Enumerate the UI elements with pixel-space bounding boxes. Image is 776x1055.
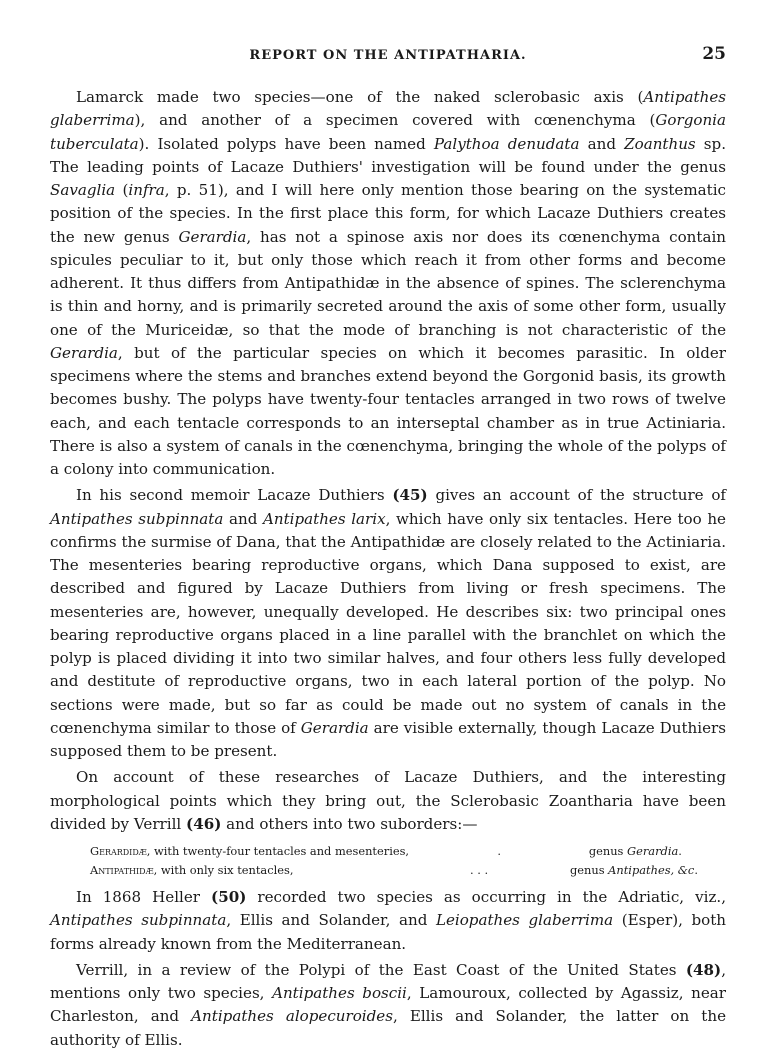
reference-number: (46) <box>186 814 222 833</box>
paragraph-p3 <box>50 766 726 836</box>
text-run: sp. The leading points of Lacaze Duthiers' investigation will be found under the genus <box>50 134 727 176</box>
suborder-title: Antipathidæ <box>90 863 154 877</box>
suborder-name <box>90 842 437 861</box>
genus-label <box>570 861 720 880</box>
italic-term: Antipathes subpinnata <box>50 911 227 930</box>
genus-prefix: genus <box>570 863 609 877</box>
italic-term: Leiopathes glaberrima <box>435 911 614 930</box>
text-run: , Ellis and Solander, and <box>226 911 436 930</box>
text-run: , has not a spinose axis nor does its cœnenchyma contain spicules peculiar to it, but only those which reach it from other forms and become adherent. It thus differs from Antipathidæ in the absence of spines. The sclerenchyma is thin and horny, and is primarily secreted around the axis of some other form, usually one of the Muriceidæ, so that the mode of branching is not characteristic of the <box>50 227 727 339</box>
italic-term: Gerardia <box>178 227 247 246</box>
page-number: 25 <box>702 44 726 64</box>
text-run: In 1868 Heller <box>76 888 212 906</box>
text-run: In his second memoir Lacaze Duthiers <box>76 486 393 505</box>
text-run: ). Isolated polyps have been named <box>138 134 434 153</box>
paragraph-p1 <box>50 86 726 481</box>
genus-name: Gerardia <box>627 844 679 858</box>
paragraphs-after <box>50 886 726 1052</box>
classification-row <box>90 861 726 880</box>
leader-dots: . . . <box>470 863 489 877</box>
text-run: gives an account of the structure of <box>427 486 727 505</box>
reference-number: (45) <box>392 486 428 505</box>
italic-term: Antipathes glaberrima <box>50 88 726 130</box>
text-run: ), and another of a specimen covered with cœnenchyma ( <box>134 111 656 130</box>
text-run: On account of these researches of Lacaze Duthiers, and the interesting morphological points which they bring out, the Sclerobasic Zoantharia have been divided by Verrill <box>50 768 726 833</box>
paragraphs-before <box>50 86 726 836</box>
italic-term: Gerardia <box>50 343 118 362</box>
text-run: , Lamouroux, collected by Agassiz, near Charleston, and <box>50 984 726 1026</box>
leader-dots: . <box>497 844 502 858</box>
suborder-description: , with twenty-four tentacles and mesenteries, <box>146 844 410 858</box>
text-run: , p. 51), and I will here only mention those bearing on the systematic position of the species. In the first place this form, for which Lacaze Duthiers creates the new genus <box>50 181 727 246</box>
genus-name: Antipathes, &c <box>608 863 695 877</box>
paragraph-p4 <box>50 886 726 956</box>
italic-term: Zoanthus <box>624 134 696 153</box>
italic-term: infra <box>128 181 165 199</box>
text-run: ( <box>115 181 129 199</box>
page-header <box>50 44 726 68</box>
italic-term: Palythoa denudata <box>433 134 580 153</box>
genus-label <box>589 842 726 861</box>
classification-table <box>90 842 726 880</box>
text-run: Verrill, in a review of the Polypi of the East Coast of the United States <box>76 960 686 979</box>
italic-term: Gorgonia tuberculata <box>50 111 726 153</box>
text-run: , but of the particular species on which it becomes parasitic. In older specimens where the stems and branches extend beyond the Gorgonid basis, its growth becomes bushy. The polyps have twenty-four tentacles arranged in two rows of twelve each, and each tentacle corresponds to an interseptal chamber as in true Actiniaria. There is also a system of canals in the cœnenchyma, bringing the whole of the polyps of a colony into communication. <box>50 343 726 478</box>
paragraph-p2 <box>50 484 726 763</box>
italic-term: Antipathes boscii <box>272 984 407 1002</box>
reference-number: (50) <box>211 888 247 906</box>
running-title: REPORT ON THE ANTIPATHARIA. <box>249 48 527 63</box>
text-run: and <box>579 134 625 153</box>
genus-suffix: . <box>694 863 698 877</box>
suborder-title: Gerardidæ <box>90 844 147 858</box>
suborder-description: , with only six tentacles, <box>153 863 294 877</box>
suborder-name <box>90 861 470 880</box>
paragraph-p5 <box>50 959 726 1052</box>
body-text <box>50 86 726 1055</box>
italic-term: Antipathes alopecuroides <box>191 1007 393 1026</box>
italic-term: Antipathes larix <box>262 509 386 528</box>
italic-term: Gerardia <box>300 718 369 737</box>
text-run: recorded two species as occurring in the Adriatic, viz., <box>246 888 727 906</box>
text-run: , which have only six tentacles. Here too he confirms the surmise of Dana, that the Antipathidæ are closely related to the Actiniaria. The mesenteries bearing reproductive organs, which Dana supposed to exist, are described and figured by Lacaze Duthiers from living or fresh specimens. The mesenteries are, however, unequally developed. He describes six: two principal ones bearing reproductive organs placed in a line parallel with the branchlet on which the polyp is placed dividing it into two similar halves, and four others less fully developed and destitute of reproductive organs, two in each lateral portion of the polyp. No sections were made, but so far as could be made out no system of canals in the cœnenchyma similar to those of <box>50 509 726 737</box>
text-run: are visible externally, though Lacaze Duthiers supposed them to be present. <box>50 718 726 760</box>
text-run: and others into two suborders:— <box>221 814 478 833</box>
genus-suffix: . <box>678 844 682 858</box>
italic-term: Savaglia <box>50 181 116 199</box>
text-run: Lamarck made two species—one of the naked sclerobasic axis ( <box>76 88 644 106</box>
classification-row <box>90 842 726 861</box>
genus-prefix: genus <box>588 844 628 858</box>
text-run: , Ellis and Solander, the latter on the authority of Ellis. <box>50 1007 726 1049</box>
text-run: and <box>223 509 263 528</box>
text-run: , mentions only two species, <box>50 960 726 1002</box>
reference-number: (48) <box>685 960 722 979</box>
italic-term: Antipathes subpinnata <box>50 509 224 528</box>
text-run: (Esper), both forms already known from the Mediterranean. <box>50 911 727 953</box>
